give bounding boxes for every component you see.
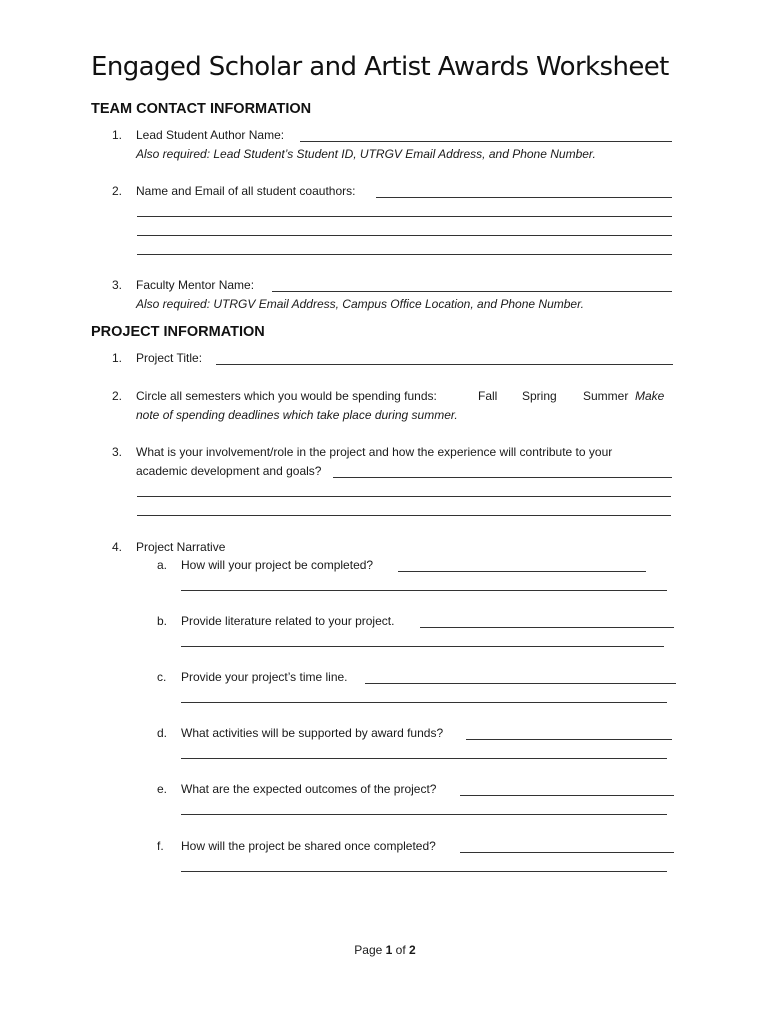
project-item-4-number: 4. xyxy=(112,540,123,554)
involvement-question-line1: What is your involvement/role in the project and how the experience will contribute to your xyxy=(136,445,613,459)
project-info-heading: PROJECT INFORMATION xyxy=(91,324,265,340)
faculty-mentor-note: Also required: UTRGV Email Address, Campus Office Location, and Phone Number. xyxy=(136,297,584,311)
narrative-e-blank-1[interactable] xyxy=(460,795,674,796)
lead-student-name-blank[interactable] xyxy=(300,141,672,142)
semester-option-fall[interactable]: Fall xyxy=(478,389,498,403)
narrative-a-blank-2[interactable] xyxy=(181,590,667,591)
narrative-e-blank-2[interactable] xyxy=(181,814,667,815)
narrative-f-letter: f. xyxy=(157,839,164,853)
page-footer xyxy=(0,943,770,957)
narrative-e-letter: e. xyxy=(157,782,168,796)
narrative-e-question: What are the expected outcomes of the project? xyxy=(181,782,437,796)
faculty-mentor-label: Faculty Mentor Name: xyxy=(136,278,255,292)
narrative-a-question: How will your project be completed? xyxy=(181,558,374,572)
team-contact-heading: TEAM CONTACT INFORMATION xyxy=(91,101,312,117)
project-item-3-number: 3. xyxy=(112,445,123,459)
project-title-blank[interactable] xyxy=(216,364,673,365)
involvement-question-line2: academic development and goals? xyxy=(136,464,322,478)
narrative-c-blank-2[interactable] xyxy=(181,702,667,703)
page-title: Engaged Scholar and Artist Awards Worksheet xyxy=(91,52,669,82)
narrative-b-letter: b. xyxy=(157,614,168,628)
narrative-b-blank-2[interactable] xyxy=(181,646,664,647)
narrative-a-blank-1[interactable] xyxy=(398,571,646,572)
narrative-b-question: Provide literature related to your project. xyxy=(181,614,395,628)
project-narrative-label: Project Narrative xyxy=(136,540,226,554)
team-item-3-number: 3. xyxy=(112,278,123,292)
narrative-d-blank-1[interactable] xyxy=(466,739,672,740)
footer-prefix: Page xyxy=(354,943,386,957)
footer-middle: of xyxy=(392,943,410,957)
involvement-blank-1[interactable] xyxy=(333,477,672,478)
narrative-c-question: Provide your project’s time line. xyxy=(181,670,348,684)
team-item-1-number: 1. xyxy=(112,128,123,142)
project-item-2-number: 2. xyxy=(112,389,123,403)
lead-student-label: Lead Student Author Name: xyxy=(136,128,285,142)
coauthors-blank-4[interactable] xyxy=(137,254,672,255)
project-title-label: Project Title: xyxy=(136,351,203,365)
involvement-blank-2[interactable] xyxy=(137,496,671,497)
narrative-a-letter: a. xyxy=(157,558,168,572)
project-item-1-number: 1. xyxy=(112,351,123,365)
narrative-d-blank-2[interactable] xyxy=(181,758,667,759)
coauthors-blank-2[interactable] xyxy=(137,216,672,217)
coauthors-blank-3[interactable] xyxy=(137,235,672,236)
faculty-mentor-blank[interactable] xyxy=(272,291,672,292)
summer-note-start: Make xyxy=(635,389,665,403)
footer-current-page: 1 xyxy=(385,943,393,957)
coauthors-blank-1[interactable] xyxy=(376,197,672,198)
narrative-f-question: How will the project be shared once completed? xyxy=(181,839,436,853)
narrative-d-question: What activities will be supported by award funds? xyxy=(181,726,444,740)
team-item-2-number: 2. xyxy=(112,184,123,198)
semester-option-spring[interactable]: Spring xyxy=(522,389,557,403)
narrative-b-blank-1[interactable] xyxy=(420,627,674,628)
footer-total-pages: 2 xyxy=(409,943,416,957)
narrative-f-blank-1[interactable] xyxy=(460,852,674,853)
narrative-c-blank-1[interactable] xyxy=(365,683,676,684)
narrative-d-letter: d. xyxy=(157,726,168,740)
lead-student-note: Also required: Lead Student’s Student ID, UTRGV Email Address, and Phone Number. xyxy=(136,147,596,161)
narrative-f-blank-2[interactable] xyxy=(181,871,667,872)
involvement-blank-3[interactable] xyxy=(137,515,671,516)
semester-option-summer[interactable]: Summer xyxy=(583,389,629,403)
semesters-label: Circle all semesters which you would be spending funds: xyxy=(136,389,437,403)
narrative-c-letter: c. xyxy=(157,670,167,684)
coauthors-label: Name and Email of all student coauthors: xyxy=(136,184,356,198)
summer-note-rest: note of spending deadlines which take place during summer. xyxy=(136,408,458,422)
